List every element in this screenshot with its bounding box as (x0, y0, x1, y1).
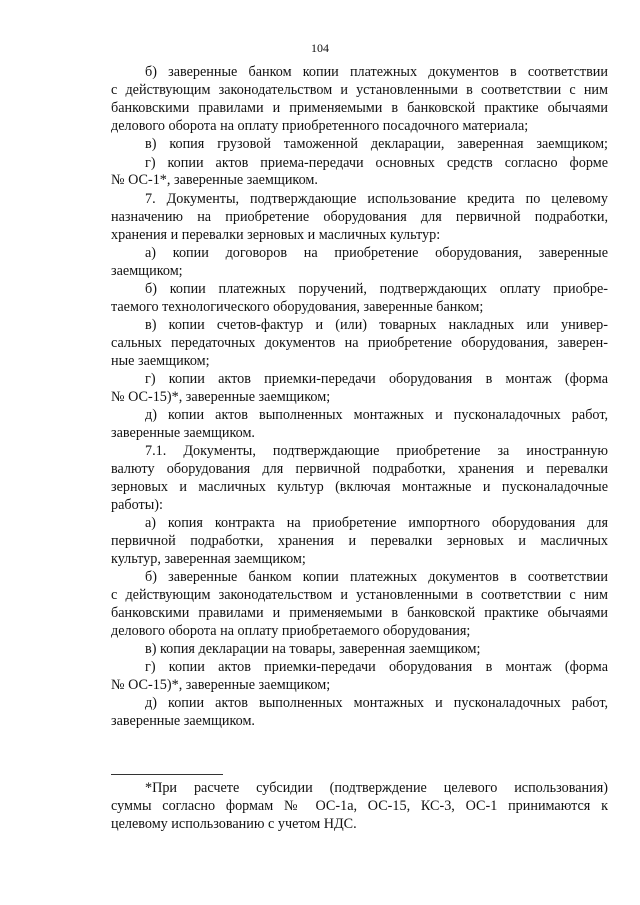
text-line: д) копии актов выполненных монтажных и пусконаладочных работ, (145, 695, 608, 711)
text-line: заверенные заемщиком. (111, 713, 255, 729)
text-line: г) копии актов приемки-передачи оборудования в монтаж (форма (145, 659, 608, 675)
text-line: таемого технологического оборудования, заверенные банком; (111, 299, 484, 315)
footnote-line: целевому использованию с учетом НДС. (111, 816, 357, 832)
text-line: в) копия грузовой таможенной декларации, заверенная заемщиком; (145, 136, 608, 152)
text-line: в) копии счетов-фактур и (или) товарных накладных или универ- (145, 317, 608, 333)
page-number: 104 (311, 41, 329, 55)
footnote-line: *При расчете субсидии (подтверждение целевого использования) (145, 780, 608, 796)
text-line: банковскими правилами и применяемыми в банковской практике обычаями (111, 100, 608, 116)
text-line: 7. Документы, подтверждающие использование кредита по целевому (145, 191, 608, 207)
text-line: сальных передаточных документов на приобретение оборудования, заверен- (111, 335, 608, 351)
text-line: делового оборота на оплату приобретаемого оборудования; (111, 623, 471, 639)
text-line: д) копии актов выполненных монтажных и пусконаладочных работ, (145, 407, 608, 423)
text-line: г) копии актов приема-передачи основных средств согласно форме (145, 155, 608, 171)
footnote-separator (111, 774, 223, 775)
text-line: делового оборота на оплату приобретенного посадочного материала; (111, 118, 529, 134)
text-line: первичной подработки, хранения и перевалки зерновых и масличных (111, 533, 608, 549)
footnote-line: суммы согласно формам № ОС-1а, ОС-15, КС-3, ОС-1 принимаются к (111, 798, 608, 814)
text-line: с действующим законодательством и установленными в соответствии с ним (111, 82, 608, 98)
text-line: валюту оборудования для первичной подработки, хранения и перевалки (111, 461, 608, 477)
text-line: назначению на приобретение оборудования для первичной подработки, (111, 209, 608, 225)
text-line: зерновых и масличных культур (включая монтажные и пусконаладочные (111, 479, 608, 495)
text-line: б) заверенные банком копии платежных документов в соответствии (145, 64, 608, 80)
text-line: а) копия контракта на приобретение импортного оборудования для (145, 515, 608, 531)
text-line: культур, заверенная заемщиком; (111, 551, 306, 567)
text-line: б) копии платежных поручений, подтверждающих оплату приобре- (145, 281, 608, 297)
text-line: заемщиком; (111, 263, 183, 279)
text-line: 7.1. Документы, подтверждающие приобретение за иностранную (145, 443, 608, 459)
text-line: заверенные заемщиком. (111, 425, 255, 441)
text-line: работы): (111, 497, 163, 513)
text-line: с действующим законодательством и установленными в соответствии с ним (111, 587, 608, 603)
text-line: а) копии договоров на приобретение оборудования, заверенные (145, 245, 608, 261)
text-line: г) копии актов приемки-передачи оборудования в монтаж (форма (145, 371, 608, 387)
text-line: банковскими правилами и применяемыми в банковской практике обычаями (111, 605, 608, 621)
text-line: ные заемщиком; (111, 353, 210, 369)
text-line: № ОС-15)*, заверенные заемщиком; (111, 389, 331, 405)
text-line: б) заверенные банком копии платежных документов в соответствии (145, 569, 608, 585)
text-line: хранения и перевалки зерновых и масличных культур: (111, 227, 441, 243)
text-line: в) копия декларации на товары, заверенная заемщиком; (145, 641, 481, 657)
text-line: № ОС-15)*, заверенные заемщиком; (111, 677, 331, 693)
text-line: № ОС-1*, заверенные заемщиком. (111, 172, 318, 188)
